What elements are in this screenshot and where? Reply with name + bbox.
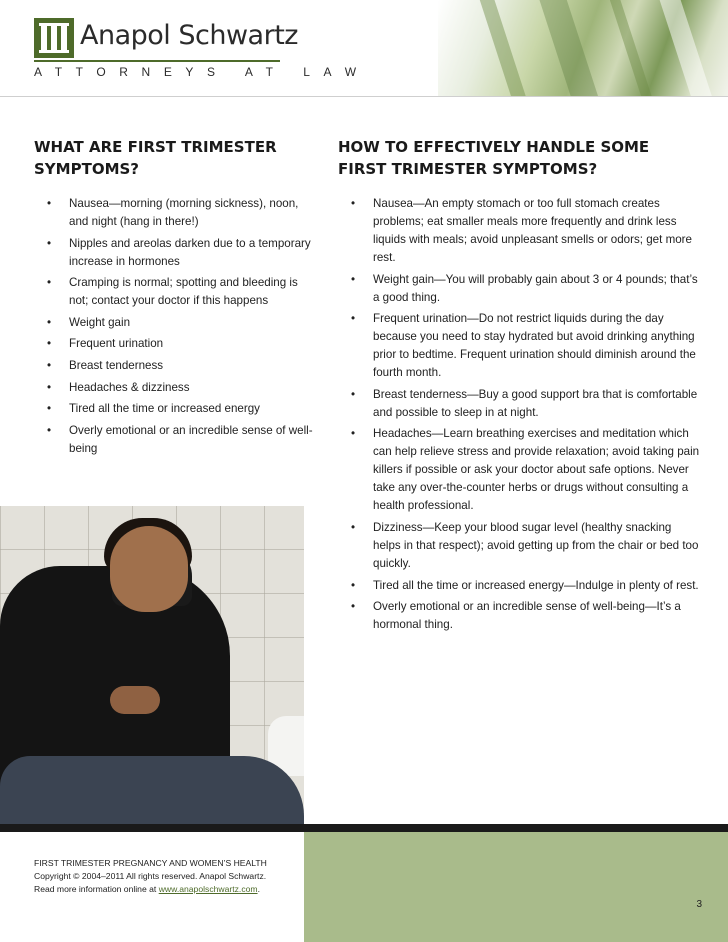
bullet-icon: • — [351, 197, 356, 210]
list-item-text: Weight gain — [69, 315, 131, 329]
list-item — [34, 335, 314, 353]
list-item — [34, 274, 314, 310]
bullet-icon: • — [47, 197, 52, 210]
list-item — [34, 400, 314, 418]
columns-logo-icon — [34, 18, 74, 58]
list-item — [338, 195, 700, 267]
right-column-heading: HOW TO EFFECTIVELY HANDLE SOME FIRST TRIMESTER SYMPTOMS? — [338, 138, 650, 178]
list-item — [34, 379, 314, 397]
list-item-text: Tired all the time or increased energy — [69, 402, 260, 416]
bullet-icon: • — [47, 276, 52, 290]
list-item-text: Headaches—Learn breathing exercises and meditation which can help relieve stress and provide relaxation; avoid taking pain killers if possible or ask your doctor about safe options. Never take any over-the-counter herbs or drugs without consulting a health professional. — [373, 427, 700, 513]
person-jeans — [0, 756, 304, 824]
footer-title: FIRST TRIMESTER PREGNANCY AND WOMEN’S HEALTH — [34, 858, 267, 868]
bullet-icon: • — [351, 312, 356, 326]
list-item-text: Overly emotional or an incredible sense of well-being — [69, 423, 313, 455]
bullet-icon: • — [351, 387, 356, 401]
header-photo — [438, 0, 728, 96]
bullet-icon: • — [47, 423, 52, 437]
list-item — [34, 422, 314, 458]
bullet-icon: • — [47, 315, 52, 329]
remedies-list — [338, 195, 700, 638]
list-item-text: Frequent urination — [69, 337, 164, 351]
list-item-text: Nausea—morning (morning sickness), noon, and night (hang in there!) — [69, 197, 299, 228]
firm-tagline: ATTORNEYS AT LAW — [34, 65, 370, 79]
bullet-icon: • — [351, 578, 356, 592]
logo-rule — [34, 60, 280, 62]
list-item-text: Breast tenderness — [69, 358, 164, 372]
footer-right-panel — [304, 832, 728, 942]
list-item — [338, 425, 700, 515]
list-item — [338, 271, 700, 307]
firm-logo — [34, 18, 370, 80]
bullet-icon: • — [351, 272, 356, 286]
list-item — [34, 235, 314, 271]
bullet-icon: • — [47, 337, 52, 351]
list-item — [338, 577, 700, 595]
footer-read-more: Read more information online at www.anapolschwartz.com. — [34, 884, 260, 894]
list-item — [338, 310, 700, 382]
list-item-text: Headaches & dizziness — [69, 380, 190, 394]
firm-name: Anapol Schwartz — [80, 20, 298, 51]
list-item-text: Cramping is normal; spotting and bleeding is not; contact your doctor if this happens — [69, 276, 298, 308]
page-header — [0, 0, 728, 96]
list-item — [338, 386, 700, 422]
list-item-text: Breast tenderness—Buy a good support bra that is comfortable and possible to sleep in at night. — [373, 387, 698, 419]
list-item-text: Frequent urination—Do not restrict liquids during the day because you need to stay hydrated but avoid drinking anything prior to bedtime. Frequent urination should diminish around the fourth month. — [373, 312, 696, 380]
list-item — [338, 598, 700, 634]
symptoms-list — [34, 195, 314, 461]
bullet-icon: • — [47, 358, 52, 372]
footer-copyright: Copyright © 2004–2011 All rights reserved. Anapol Schwartz. — [34, 871, 267, 881]
page-number: 3 — [696, 899, 702, 910]
footer-strip — [0, 824, 728, 832]
list-item-text: Nipples and areolas darken due to a temporary increase in hormones — [69, 236, 311, 268]
list-item-text: Tired all the time or increased energy—Indulge in plenty of rest. — [373, 578, 699, 592]
left-column-heading: WHAT ARE FIRST TRIMESTER SYMPTOMS? — [34, 138, 277, 178]
bullet-icon: • — [47, 380, 52, 394]
website-link[interactable]: www.anapolschwartz.com — [158, 884, 258, 894]
header-divider — [0, 96, 728, 97]
bullet-icon: • — [47, 236, 52, 250]
bullet-icon: • — [351, 520, 356, 534]
list-item — [34, 357, 314, 375]
list-item-text: Overly emotional or an incredible sense of well-being—It’s a hormonal thing. — [373, 600, 681, 632]
list-item — [34, 314, 314, 332]
woman-photo — [0, 506, 304, 824]
footer-text — [34, 857, 294, 896]
bullet-icon: • — [47, 402, 52, 416]
bullet-icon: • — [351, 600, 356, 614]
list-item — [34, 195, 314, 231]
person-face — [110, 526, 188, 612]
bullet-icon: • — [351, 427, 356, 441]
list-item-text: Dizziness—Keep your blood sugar level (healthy snacking helps in that respect); avoid getting up from the chair or bed too quickly. — [373, 520, 699, 570]
list-item-text: Weight gain—You will probably gain about 3 or 4 pounds; that’s a good thing. — [373, 272, 698, 304]
list-item — [338, 519, 700, 573]
list-item-text: Nausea—An empty stomach or too full stomach creates problems; eat smaller meals more frequently and drink less liquids with meals; avoid unpleasant smells or odors; get more rest. — [373, 197, 692, 264]
person-hand — [110, 686, 160, 714]
